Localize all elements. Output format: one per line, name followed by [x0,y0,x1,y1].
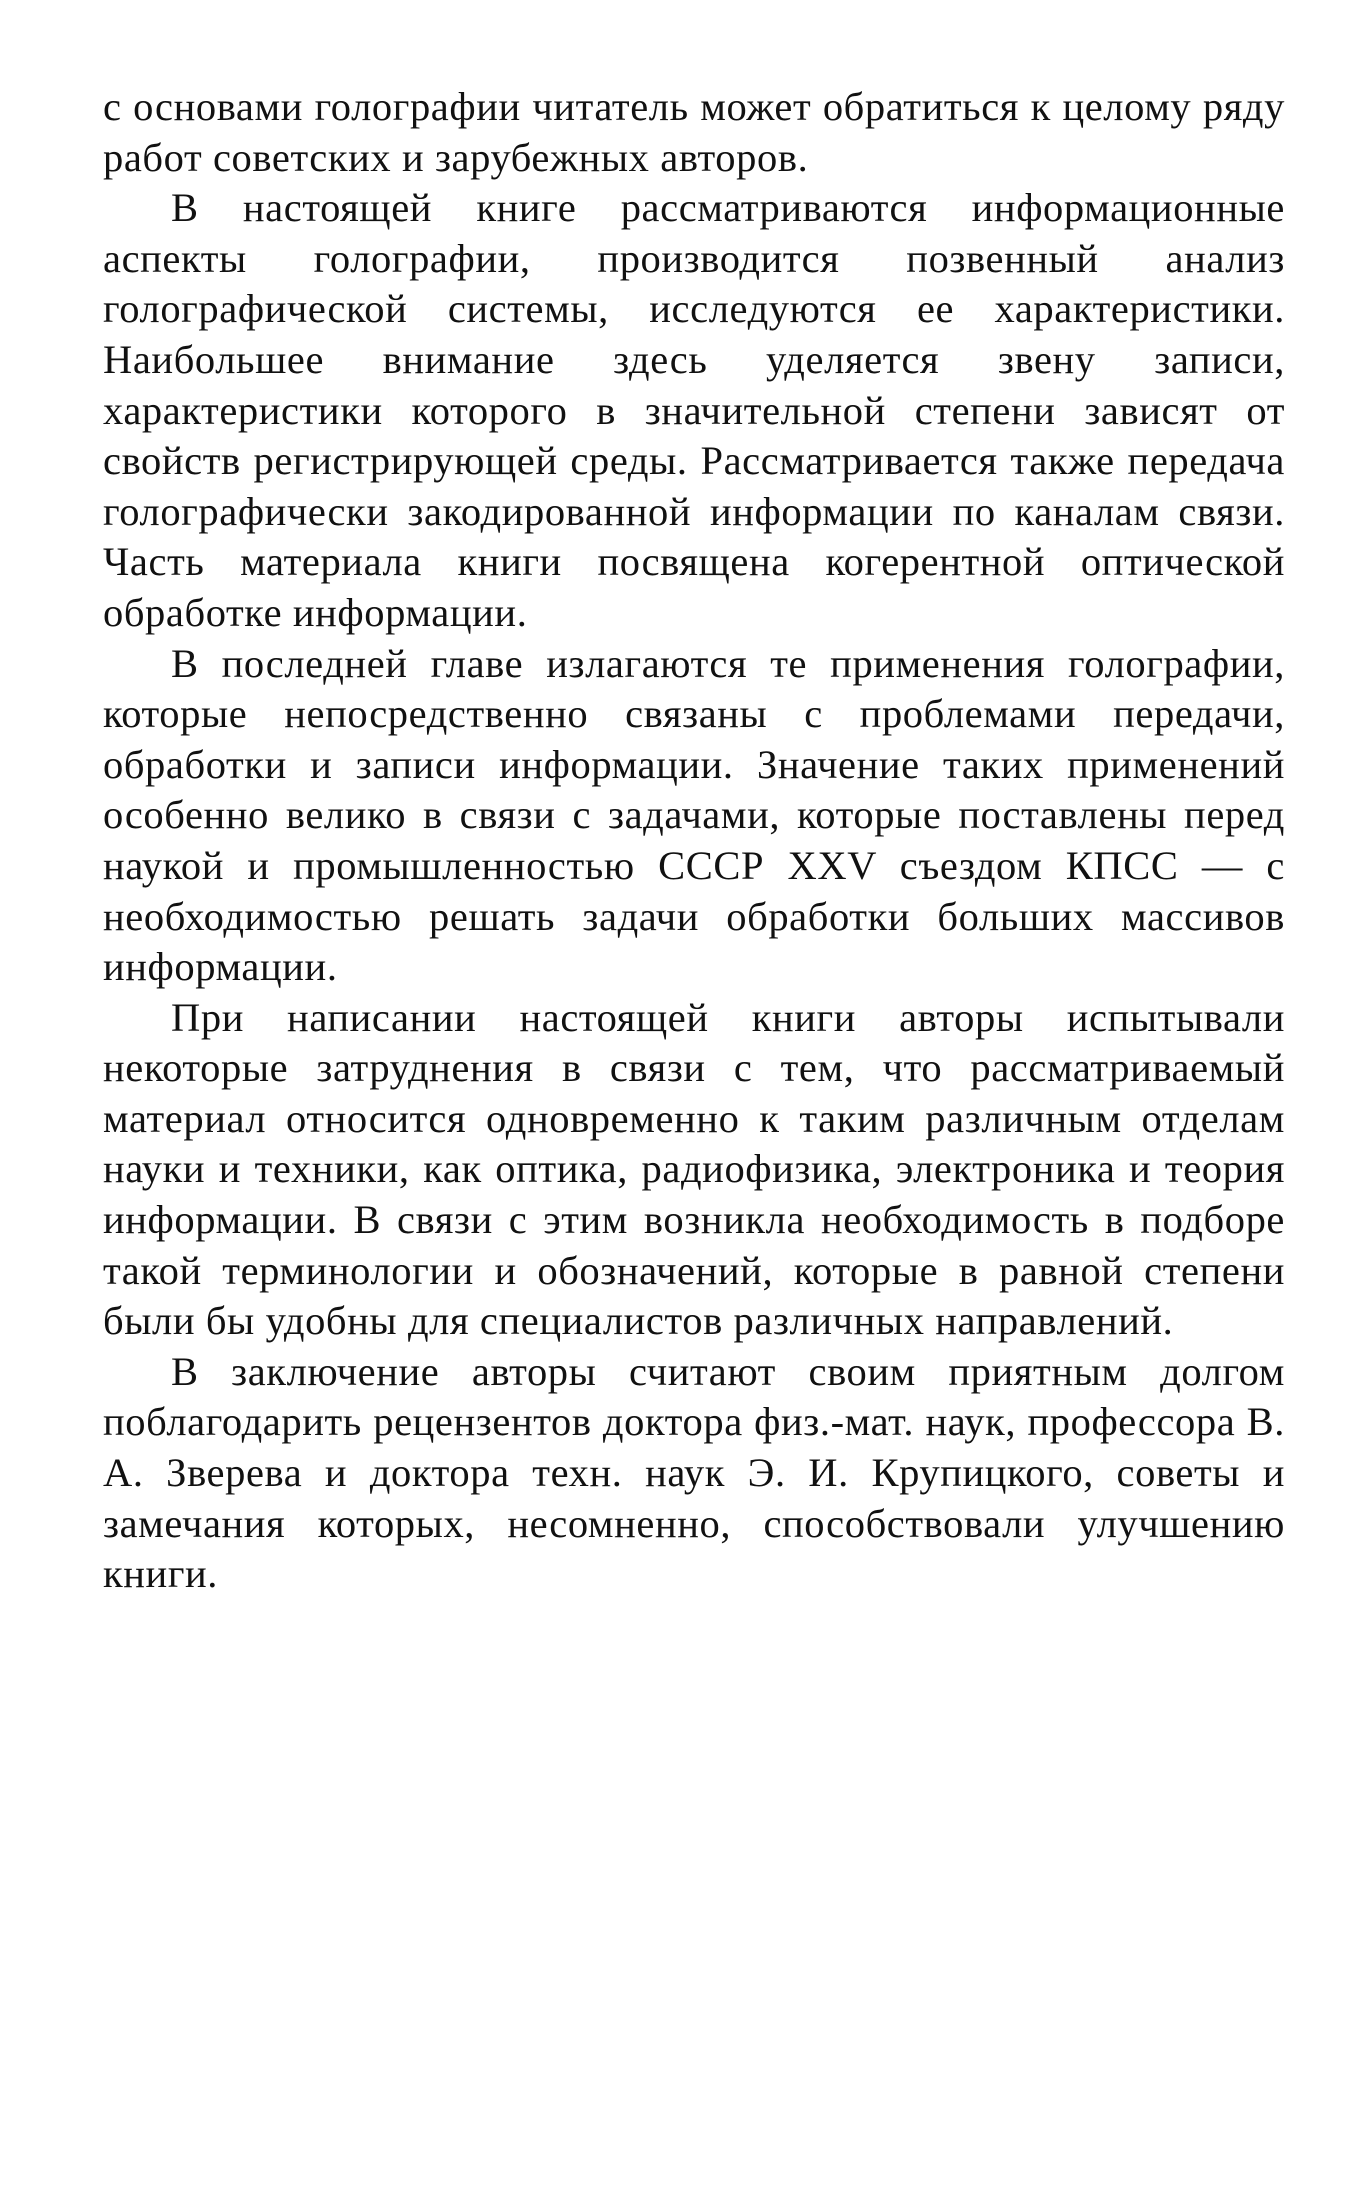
paragraph-5: В заключение авторы считают своим приятным долгом поблагодарить рецензентов доктора физ.-мат. наук, профессора В. А. Зверева и доктора техн. наук Э. И. Крупицкого, советы и замечания которых, несомненно, способствовали улучшению книги. [103,1348,1285,1597]
document-page [103,82,1285,1600]
paragraph-2: В настоящей книге рассматриваются информационные аспекты голографии, производится позвенный анализ голографической системы, исследуются ее характеристики. Наибольшее внимание здесь уделяется звену записи, характеристики которого в значительной степени зависят от свойств регистрирующей среды. Рассматривается также передача голографически закодированной информации по каналам связи. Часть материала книги посвящена когерентной оптической обработке информации. [103,185,1285,635]
paragraph-3: В последней главе излагаются те применения голографии, которые непосредственно связаны с проблемами передачи, обработки и записи информации. Значение таких применений особенно велико в связи с задачами, которые поставлены перед наукой и промышленностью СССР XXV съездом КПСС — с необходимостью решать задачи обработки больших массивов информации. [103,640,1285,990]
paragraph-4: При написании настоящей книги авторы испытывали некоторые затруднения в связи с тем, что рассматриваемый материал относится одновременно к таким различным отделам науки и техники, как оптика, радиофизика, электроника и теория информации. В связи с этим возникла необходимость в подборе такой терминологии и обозначений, которые в равной степени были бы удобны для специалистов различных направлений. [103,994,1285,1344]
paragraph-1: с основами голографии читатель может обратиться к целому ряду работ советских и зарубежных авторов. [103,84,1285,180]
